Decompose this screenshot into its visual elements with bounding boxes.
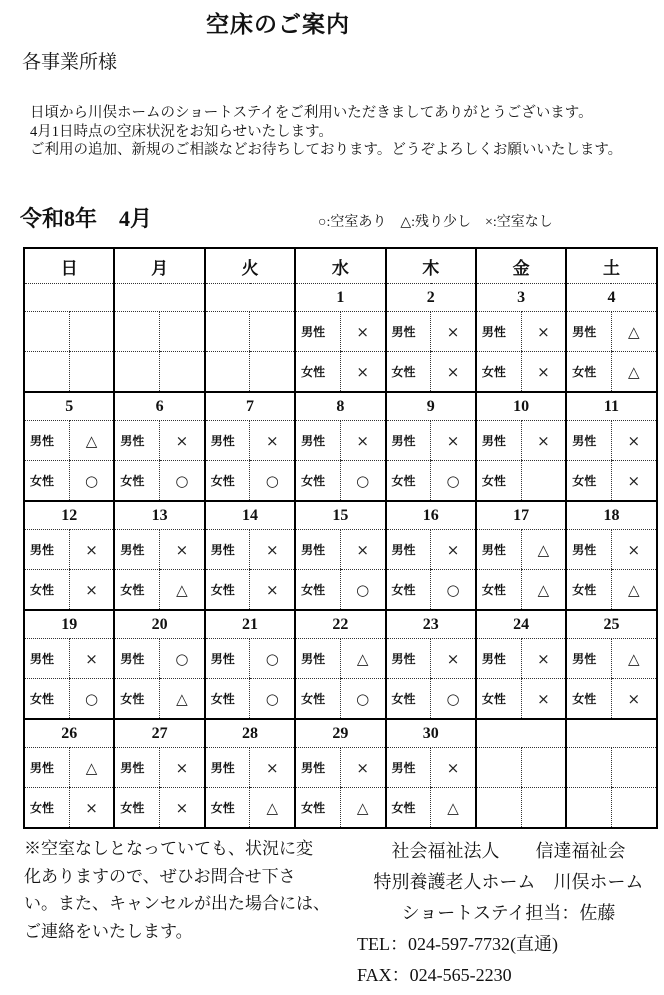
intro-line-2: 4月1日時点の空床状況をお知らせいたします。 — [30, 123, 333, 140]
weekday-header-3: 水 — [295, 248, 385, 284]
day-number-15: 15 — [295, 501, 385, 530]
day-number-17: 17 — [476, 501, 566, 530]
female-availability-symbol-day-21: ○ — [250, 679, 295, 720]
male-label-day-18: 男性 — [566, 530, 611, 570]
female-availability-symbol-day-18: △ — [611, 570, 656, 611]
male-label-day-15: 男性 — [295, 530, 340, 570]
day-number-empty — [24, 284, 114, 312]
female-availability-symbol-day-3: × — [521, 352, 566, 393]
week-1-female-row — [24, 352, 657, 393]
male-label-empty — [476, 748, 521, 788]
female-availability-symbol-day-6: ○ — [160, 461, 205, 502]
male-availability-symbol-day-4: △ — [611, 312, 656, 352]
female-availability-symbol-empty — [521, 788, 566, 829]
note-line-3: い。また、キャンセルが出た場合には、 — [24, 894, 330, 913]
day-number-27: 27 — [114, 719, 204, 748]
female-label-day-20: 女性 — [114, 679, 159, 720]
week-5-male-row — [24, 748, 657, 788]
day-number-29: 29 — [295, 719, 385, 748]
week-4-female-row — [24, 679, 657, 720]
female-label-day-19: 女性 — [24, 679, 69, 720]
male-availability-symbol-empty — [611, 748, 656, 788]
week-3-day-number-row — [24, 501, 657, 530]
day-number-4: 4 — [566, 284, 656, 312]
weekday-header-1: 月 — [114, 248, 204, 284]
day-number-empty — [476, 719, 566, 748]
female-label-day-29: 女性 — [295, 788, 340, 829]
male-availability-symbol-day-17: △ — [521, 530, 566, 570]
male-label-empty — [24, 312, 69, 352]
female-label-day-16: 女性 — [386, 570, 431, 611]
tel-number: TEL：024-597-7732(直通) — [357, 934, 558, 954]
day-number-13: 13 — [114, 501, 204, 530]
female-label-day-3: 女性 — [476, 352, 521, 393]
day-number-25: 25 — [566, 610, 656, 639]
male-label-day-19: 男性 — [24, 639, 69, 679]
intro-line-3: ご利用の追加、新規のご相談などお待ちしております。どうぞよろしくお願いいたします。 — [30, 142, 623, 159]
male-label-day-27: 男性 — [114, 748, 159, 788]
female-label-day-18: 女性 — [566, 570, 611, 611]
day-number-6: 6 — [114, 392, 204, 421]
weekday-header-6: 土 — [566, 248, 656, 284]
male-label-day-9: 男性 — [386, 421, 431, 461]
intro-line-1: 日頃から川俣ホームのショートステイをご利用いただきましてありがとうございます。 — [30, 105, 593, 121]
male-label-day-25: 男性 — [566, 639, 611, 679]
female-availability-symbol-day-16: ○ — [431, 570, 476, 611]
female-label-day-13: 女性 — [114, 570, 159, 611]
female-label-empty — [566, 788, 611, 829]
day-number-23: 23 — [386, 610, 476, 639]
day-number-11: 11 — [566, 392, 656, 421]
note-line-4: ご連絡をいたします。 — [24, 921, 193, 941]
female-label-day-24: 女性 — [476, 679, 521, 720]
male-label-day-3: 男性 — [476, 312, 521, 352]
female-label-day-1: 女性 — [295, 352, 340, 393]
male-label-day-13: 男性 — [114, 530, 159, 570]
female-availability-symbol-day-29: △ — [340, 788, 385, 829]
weekday-header-row — [24, 248, 657, 284]
day-number-7: 7 — [205, 392, 295, 421]
female-label-day-30: 女性 — [386, 788, 431, 829]
female-availability-symbol-empty — [611, 788, 656, 829]
female-availability-symbol-day-8: ○ — [340, 461, 385, 502]
male-label-day-10: 男性 — [476, 421, 521, 461]
male-availability-symbol-day-23: × — [431, 639, 476, 679]
male-availability-symbol-day-2: × — [431, 312, 476, 352]
male-availability-symbol-day-25: △ — [611, 639, 656, 679]
day-number-10: 10 — [476, 392, 566, 421]
male-availability-symbol-day-8: × — [340, 421, 385, 461]
week-2-male-row — [24, 421, 657, 461]
male-label-day-4: 男性 — [566, 312, 611, 352]
day-number-24: 24 — [476, 610, 566, 639]
female-availability-symbol-day-27: × — [160, 788, 205, 829]
male-availability-symbol-empty — [521, 748, 566, 788]
male-availability-symbol-day-28: × — [250, 748, 295, 788]
day-number-21: 21 — [205, 610, 295, 639]
female-availability-symbol-empty — [69, 352, 114, 393]
day-number-28: 28 — [205, 719, 295, 748]
female-availability-symbol-day-11: × — [611, 461, 656, 502]
day-number-12: 12 — [24, 501, 114, 530]
day-number-2: 2 — [386, 284, 476, 312]
female-availability-symbol-day-28: △ — [250, 788, 295, 829]
female-availability-symbol-day-1: × — [340, 352, 385, 393]
female-label-day-4: 女性 — [566, 352, 611, 393]
contact-person: ショートステイ担当：佐藤 — [401, 903, 616, 923]
weekday-header-2: 火 — [205, 248, 295, 284]
male-label-day-7: 男性 — [205, 421, 250, 461]
female-label-day-25: 女性 — [566, 679, 611, 720]
female-label-day-11: 女性 — [566, 461, 611, 502]
female-label-empty — [24, 352, 69, 393]
male-availability-symbol-day-9: × — [431, 421, 476, 461]
female-availability-symbol-day-20: △ — [160, 679, 205, 720]
day-number-empty — [205, 284, 295, 312]
weekday-header-4: 木 — [386, 248, 476, 284]
male-availability-symbol-empty — [250, 312, 295, 352]
female-label-day-21: 女性 — [205, 679, 250, 720]
male-availability-symbol-day-14: × — [250, 530, 295, 570]
week-5-day-number-row — [24, 719, 657, 748]
male-label-day-12: 男性 — [24, 530, 69, 570]
female-label-day-22: 女性 — [295, 679, 340, 720]
day-number-5: 5 — [24, 392, 114, 421]
female-label-day-10: 女性 — [476, 461, 521, 502]
note-line-2: 化ありますので、ぜひお問合せ下さ — [24, 866, 296, 886]
female-availability-symbol-day-24: × — [521, 679, 566, 720]
male-label-day-11: 男性 — [566, 421, 611, 461]
female-label-day-26: 女性 — [24, 788, 69, 829]
female-availability-symbol-day-22: ○ — [340, 679, 385, 720]
male-label-empty — [566, 748, 611, 788]
male-label-day-23: 男性 — [386, 639, 431, 679]
female-availability-symbol-day-14: × — [250, 570, 295, 611]
female-label-day-8: 女性 — [295, 461, 340, 502]
female-availability-symbol-day-23: ○ — [431, 679, 476, 720]
note-text — [24, 835, 330, 945]
male-label-day-5: 男性 — [24, 421, 69, 461]
male-availability-symbol-day-29: × — [340, 748, 385, 788]
male-label-empty — [114, 312, 159, 352]
day-number-30: 30 — [386, 719, 476, 748]
male-availability-symbol-day-24: × — [521, 639, 566, 679]
male-label-empty — [205, 312, 250, 352]
male-label-day-30: 男性 — [386, 748, 431, 788]
week-4-day-number-row — [24, 610, 657, 639]
day-number-3: 3 — [476, 284, 566, 312]
day-number-9: 9 — [386, 392, 476, 421]
male-label-day-26: 男性 — [24, 748, 69, 788]
week-1-day-number-row — [24, 284, 657, 312]
day-number-empty — [566, 719, 656, 748]
female-availability-symbol-day-12: × — [69, 570, 114, 611]
female-label-day-17: 女性 — [476, 570, 521, 611]
period-title: 令和8年 4月 — [20, 206, 153, 231]
calendar-container — [23, 247, 658, 829]
female-availability-symbol-day-25: × — [611, 679, 656, 720]
male-label-day-16: 男性 — [386, 530, 431, 570]
male-availability-symbol-empty — [160, 312, 205, 352]
male-label-day-2: 男性 — [386, 312, 431, 352]
female-label-empty — [205, 352, 250, 393]
week-1-male-row — [24, 312, 657, 352]
female-availability-symbol-day-10 — [521, 461, 566, 502]
symbol-legend: ○:空室あり △:残り少し ×:空室なし — [318, 215, 553, 230]
fax-number: FAX：024-565-2230 — [357, 965, 512, 985]
day-number-14: 14 — [205, 501, 295, 530]
female-availability-symbol-day-30: △ — [431, 788, 476, 829]
vacancy-calendar — [23, 247, 658, 829]
female-label-day-15: 女性 — [295, 570, 340, 611]
male-availability-symbol-day-21: ○ — [250, 639, 295, 679]
male-availability-symbol-day-7: × — [250, 421, 295, 461]
note-line-1: ※空室なしとなっていても、状況に変 — [24, 839, 313, 858]
female-label-day-6: 女性 — [114, 461, 159, 502]
day-number-1: 1 — [295, 284, 385, 312]
footer-contact-block — [357, 836, 660, 991]
male-availability-symbol-day-18: × — [611, 530, 656, 570]
male-label-day-21: 男性 — [205, 639, 250, 679]
female-availability-symbol-day-15: ○ — [340, 570, 385, 611]
female-availability-symbol-day-7: ○ — [250, 461, 295, 502]
day-number-22: 22 — [295, 610, 385, 639]
female-availability-symbol-day-26: × — [69, 788, 114, 829]
weekday-header-5: 金 — [476, 248, 566, 284]
day-number-20: 20 — [114, 610, 204, 639]
week-5-female-row — [24, 788, 657, 829]
male-availability-symbol-empty — [69, 312, 114, 352]
male-availability-symbol-day-12: × — [69, 530, 114, 570]
intro-paragraph — [30, 104, 622, 160]
female-availability-symbol-day-2: × — [431, 352, 476, 393]
female-availability-symbol-day-19: ○ — [69, 679, 114, 720]
week-2-day-number-row — [24, 392, 657, 421]
day-number-19: 19 — [24, 610, 114, 639]
day-number-26: 26 — [24, 719, 114, 748]
female-availability-symbol-day-9: ○ — [431, 461, 476, 502]
corporation-name: 社会福祉法人 信達福祉会 — [391, 841, 626, 861]
weekday-header-0: 日 — [24, 248, 114, 284]
page-title: 空床のご案内 — [206, 12, 350, 37]
week-3-female-row — [24, 570, 657, 611]
day-number-18: 18 — [566, 501, 656, 530]
male-label-day-14: 男性 — [205, 530, 250, 570]
male-availability-symbol-day-16: × — [431, 530, 476, 570]
day-number-16: 16 — [386, 501, 476, 530]
male-label-day-29: 男性 — [295, 748, 340, 788]
male-availability-symbol-day-10: × — [521, 421, 566, 461]
female-label-day-23: 女性 — [386, 679, 431, 720]
male-availability-symbol-day-5: △ — [69, 421, 114, 461]
female-label-day-7: 女性 — [205, 461, 250, 502]
male-availability-symbol-day-3: × — [521, 312, 566, 352]
female-label-empty — [114, 352, 159, 393]
male-label-day-8: 男性 — [295, 421, 340, 461]
male-availability-symbol-day-1: × — [340, 312, 385, 352]
male-availability-symbol-day-15: × — [340, 530, 385, 570]
male-label-day-6: 男性 — [114, 421, 159, 461]
female-availability-symbol-day-4: △ — [611, 352, 656, 393]
male-label-day-1: 男性 — [295, 312, 340, 352]
week-2-female-row — [24, 461, 657, 502]
male-availability-symbol-day-26: △ — [69, 748, 114, 788]
female-availability-symbol-empty — [160, 352, 205, 393]
male-label-day-17: 男性 — [476, 530, 521, 570]
female-label-day-9: 女性 — [386, 461, 431, 502]
male-label-day-24: 男性 — [476, 639, 521, 679]
day-number-empty — [114, 284, 204, 312]
male-availability-symbol-day-22: △ — [340, 639, 385, 679]
female-label-day-12: 女性 — [24, 570, 69, 611]
week-4-male-row — [24, 639, 657, 679]
male-availability-symbol-day-6: × — [160, 421, 205, 461]
female-label-day-28: 女性 — [205, 788, 250, 829]
female-label-empty — [476, 788, 521, 829]
day-number-8: 8 — [295, 392, 385, 421]
female-label-day-27: 女性 — [114, 788, 159, 829]
male-availability-symbol-day-30: × — [431, 748, 476, 788]
male-availability-symbol-day-13: × — [160, 530, 205, 570]
female-availability-symbol-day-13: △ — [160, 570, 205, 611]
female-availability-symbol-empty — [250, 352, 295, 393]
male-label-day-22: 男性 — [295, 639, 340, 679]
female-availability-symbol-day-5: ○ — [69, 461, 114, 502]
male-label-day-28: 男性 — [205, 748, 250, 788]
female-availability-symbol-day-17: △ — [521, 570, 566, 611]
female-label-day-2: 女性 — [386, 352, 431, 393]
male-availability-symbol-day-20: ○ — [160, 639, 205, 679]
male-availability-symbol-day-19: × — [69, 639, 114, 679]
female-label-day-5: 女性 — [24, 461, 69, 502]
female-label-day-14: 女性 — [205, 570, 250, 611]
male-label-day-20: 男性 — [114, 639, 159, 679]
week-3-male-row — [24, 530, 657, 570]
salutation: 各事業所様 — [22, 52, 118, 73]
male-availability-symbol-day-11: × — [611, 421, 656, 461]
male-availability-symbol-day-27: × — [160, 748, 205, 788]
facility-name: 特別養護老人ホーム 川俣ホーム — [373, 872, 644, 892]
